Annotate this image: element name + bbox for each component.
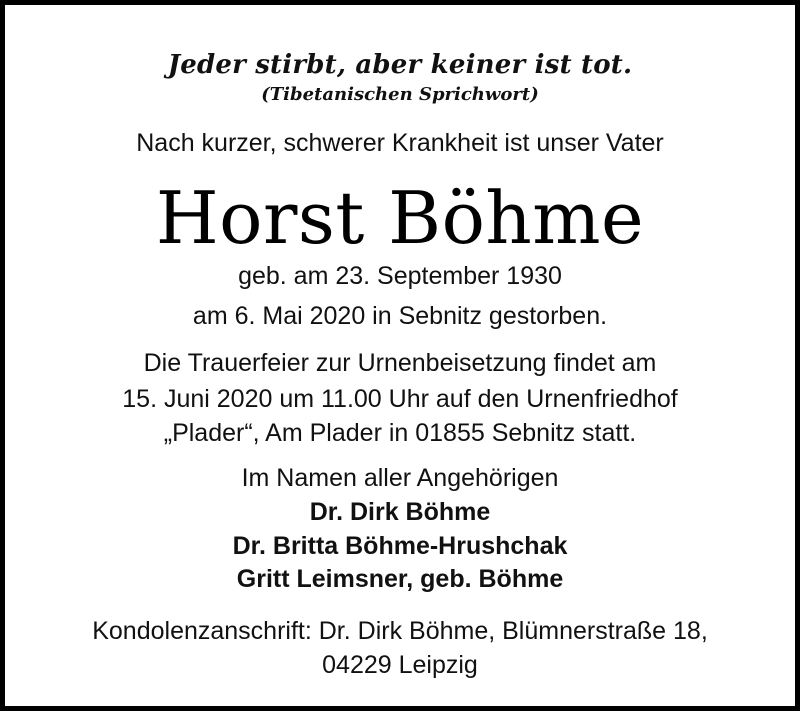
condolence-address-line: Kondolenzanschrift: Dr. Dirk Böhme, Blümnerstraße 18, <box>92 617 708 645</box>
birth-date-line: geb. am 23. September 1930 <box>238 262 562 290</box>
motto-quote: Jeder stirbt, aber keiner ist tot. <box>167 50 633 80</box>
relatives-label: Im Namen aller Angehörigen <box>241 464 559 492</box>
mourner-name: Dr. Britta Böhme-Hrushchak <box>232 532 568 560</box>
funeral-info-line: 15. Juni 2020 um 11.00 Uhr auf den Urnenfriedhof <box>122 385 678 413</box>
motto-source: (Tibetanischen Sprichwort) <box>261 84 539 105</box>
intro-text: Nach kurzer, schwerer Krankheit ist unser Vater <box>136 129 664 157</box>
mourner-name: Gritt Leimsner, geb. Böhme <box>236 565 564 593</box>
mourner-name: Dr. Dirk Böhme <box>309 498 491 526</box>
condolence-address-line: 04229 Leipzig <box>322 651 478 679</box>
death-date-line: am 6. Mai 2020 in Sebnitz gestorben. <box>192 302 608 330</box>
funeral-info-line: „Plader“, Am Plader in 01855 Sebnitz statt. <box>163 419 637 447</box>
deceased-name: Horst Böhme <box>155 176 645 260</box>
funeral-info-line: Die Trauerfeier zur Urnenbeisetzung findet am <box>143 349 657 377</box>
